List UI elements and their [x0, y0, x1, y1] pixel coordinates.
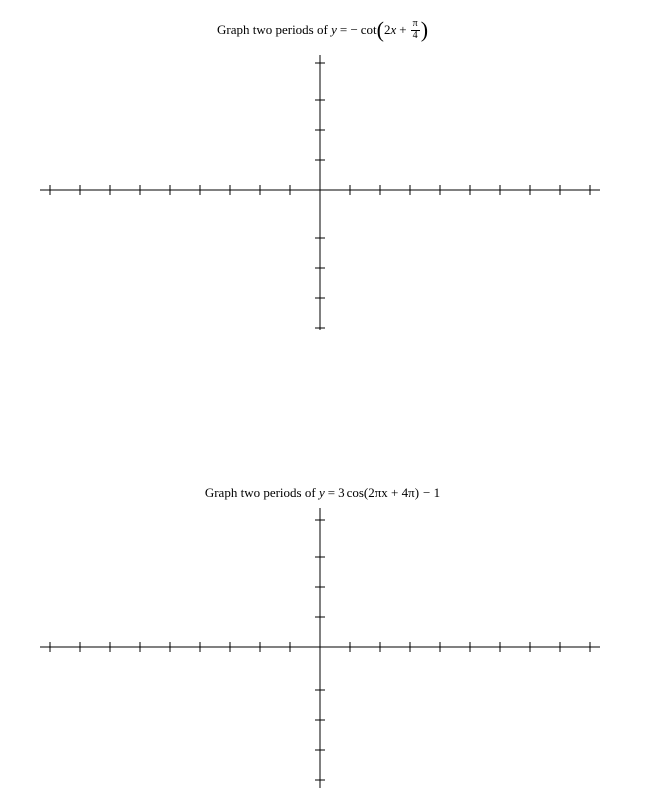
problem-1-fraction-numerator: π — [412, 18, 418, 29]
problem-1-open-paren: ( — [376, 17, 384, 43]
problem-2-equals: = — [327, 485, 336, 500]
problem-2-prompt-text: Graph two periods of — [204, 485, 319, 500]
problem-1-arg-coefficient: 2 — [384, 21, 391, 37]
problem-2-close-paren: ) — [414, 485, 420, 500]
problem-1-equals: = − — [339, 21, 358, 37]
problem-1-function: cot — [360, 21, 377, 37]
problem-1-prompt-text: Graph two periods of — [216, 21, 332, 37]
problem-2-amplitude: 3 — [338, 485, 345, 500]
problem-1-plus: + — [399, 21, 407, 37]
problem-1-close-paren: ) — [420, 17, 429, 43]
problem-2 — [0, 400, 645, 800]
problem-2-axes — [0, 400, 645, 800]
problem-2-axes-svg — [0, 400, 645, 800]
problem-2-function: cos( — [346, 485, 369, 500]
problem-2-variable-y: y — [318, 485, 325, 500]
problem-1-variable-y: y — [331, 21, 337, 37]
problem-1-fraction-denominator: 4 — [411, 30, 420, 42]
problem-1-arg-variable: x — [390, 21, 397, 37]
problem-2-argument: 2πx + 4π — [368, 485, 415, 500]
problem-2-offset: − 1 — [423, 485, 441, 500]
